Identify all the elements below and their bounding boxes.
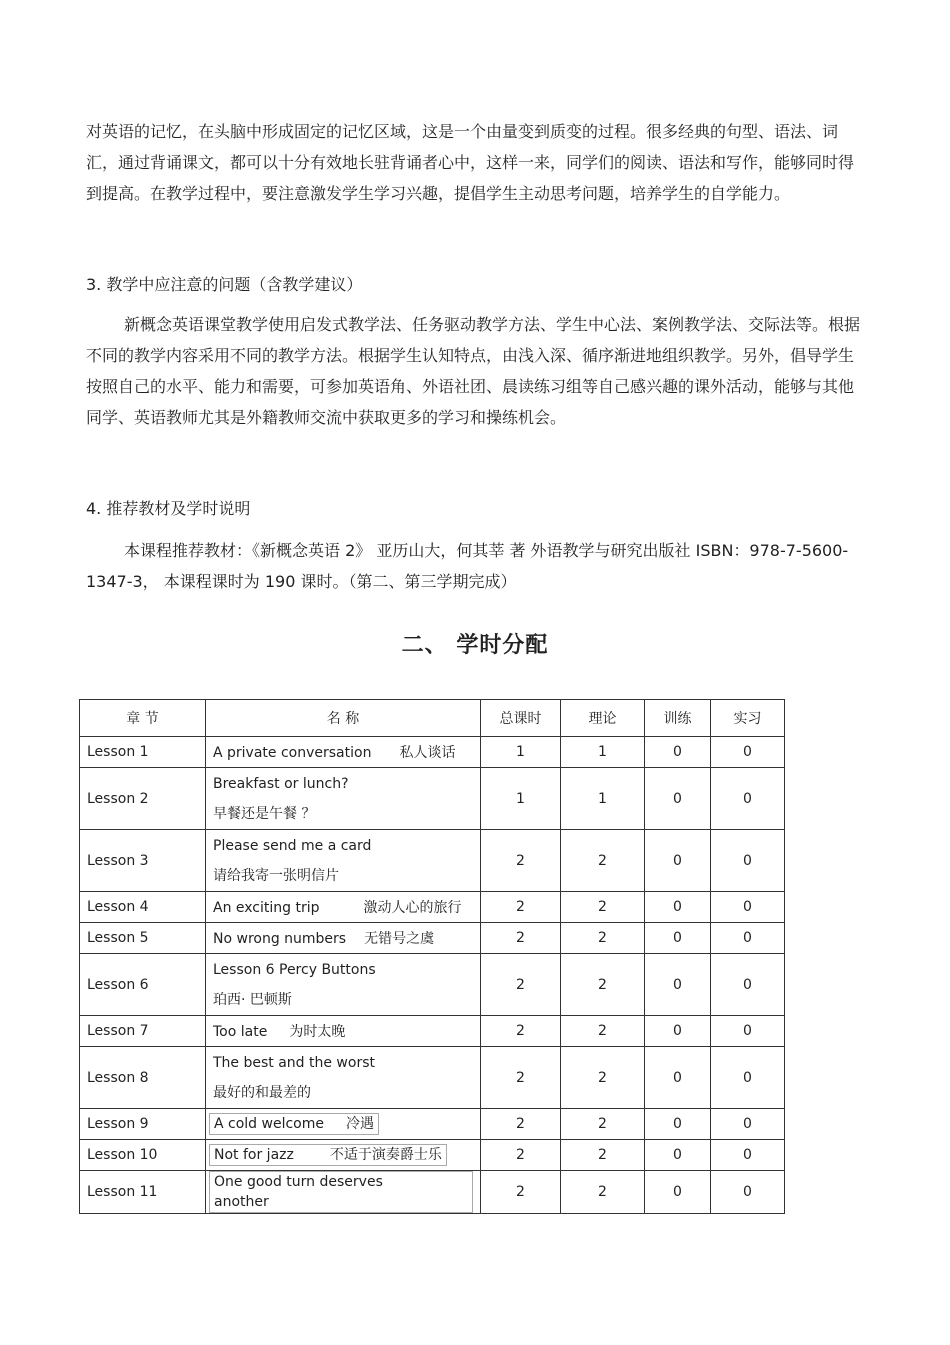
cell-theory: 2 [561, 923, 645, 954]
table-header-row [80, 700, 785, 737]
name-cn: 不适于演奏爵士乐 [329, 1147, 442, 1163]
cell-training: 0 [645, 830, 711, 892]
header-practice: 实习 [711, 700, 785, 737]
cell-name [206, 954, 481, 1016]
cell-total: 2 [481, 954, 561, 1016]
cell-chapter: Lesson 5 [80, 923, 206, 954]
cell-total: 1 [481, 768, 561, 830]
cell-training: 0 [645, 1171, 711, 1214]
cell-chapter: Lesson 6 [80, 954, 206, 1016]
cell-name [206, 1140, 481, 1171]
cell-theory: 2 [561, 954, 645, 1016]
name-en: A cold welcome [214, 1116, 324, 1132]
header-chapter: 章 节 [80, 700, 206, 737]
cell-theory: 2 [561, 1171, 645, 1214]
cell-theory: 2 [561, 1109, 645, 1140]
header-name: 名 称 [206, 700, 481, 737]
header-training: 训练 [645, 700, 711, 737]
cell-training: 0 [645, 1016, 711, 1047]
cell-chapter: Lesson 8 [80, 1047, 206, 1109]
cell-chapter: Lesson 11 [80, 1171, 206, 1214]
table-row [80, 1109, 785, 1140]
cell-total: 2 [481, 923, 561, 954]
cell-practice: 0 [711, 737, 785, 768]
name-en: The best and the worst [213, 1054, 375, 1071]
cell-training: 0 [645, 1109, 711, 1140]
table-row [80, 1047, 785, 1109]
cell-theory: 2 [561, 892, 645, 923]
cell-practice: 0 [711, 923, 785, 954]
cell-name [206, 830, 481, 892]
cell-training: 0 [645, 954, 711, 1016]
cell-name [206, 1016, 481, 1047]
cell-chapter: Lesson 9 [80, 1109, 206, 1140]
cell-theory: 2 [561, 1140, 645, 1171]
cell-training: 0 [645, 768, 711, 830]
name-box [209, 1144, 447, 1166]
paragraph-teaching-methods: 新概念英语课堂教学使用启发式教学法、任务驱动教学方法、学生中心法、案例教学法、交际法等。根据不同的教学内容采用不同的教学方法。根据学生认知特点，由浅入深、循序渐进地组织教学。另外，倡导学生按照自己的水平、能力和需要，可参加英语角、外语社团、晨读练习组等自己感兴趣的课外活动，能够与其他同学、英语教师尤其是外籍教师交流中获取更多的学习和操练机会。 [86, 315, 861, 427]
cell-practice: 0 [711, 1171, 785, 1214]
cell-chapter: Lesson 1 [80, 737, 206, 768]
name-en: Not for jazz [214, 1147, 294, 1163]
cell-practice: 0 [711, 954, 785, 1016]
cell-training: 0 [645, 923, 711, 954]
name-en: Lesson 6 Percy Buttons [213, 961, 376, 978]
heading-teaching-notes: 3. 教学中应注意的问题（含教学建议） [86, 275, 363, 294]
cell-total: 2 [481, 1047, 561, 1109]
paragraph-textbook-info: 本课程推荐教材：《新概念英语 2》 亚历山大，何其莘 著 外语教学与研究出版社 ISBN：978-7-5600-1347-3， 本课程课时为 190 课时。（第二、第三学期完成） [86, 541, 849, 591]
section-title: 二、 学时分配 [401, 633, 549, 658]
name-cn: 冷遇 [345, 1116, 374, 1132]
cell-total: 2 [481, 1016, 561, 1047]
name-box [209, 1171, 473, 1213]
name-en: Breakfast or lunch? [213, 775, 349, 792]
cell-training: 0 [645, 737, 711, 768]
cell-practice: 0 [711, 1140, 785, 1171]
cell-chapter: Lesson 3 [80, 830, 206, 892]
name-cn: 珀西· 巴顿斯 [213, 991, 292, 1008]
cell-chapter: Lesson 4 [80, 892, 206, 923]
cell-name [206, 1171, 481, 1214]
table-row [80, 1016, 785, 1047]
cell-practice: 0 [711, 1109, 785, 1140]
name-cn: 为时太晚 [289, 1024, 346, 1040]
cell-theory: 1 [561, 737, 645, 768]
table-row [80, 737, 785, 768]
paragraph-memory: 对英语的记忆，在头脑中形成固定的记忆区域，这是一个由量变到质变的过程。很多经典的句型、语法、词汇，通过背诵课文，都可以十分有效地长驻背诵者心中，这样一来，同学们的阅读、语法和写作，能够同时得到提高。在教学过程中，要注意激发学生学习兴趣，提倡学生主动思考问题，培养学生的自学能力。 [86, 122, 855, 203]
cell-practice: 0 [711, 830, 785, 892]
cell-name [206, 1109, 481, 1140]
cell-chapter: Lesson 7 [80, 1016, 206, 1047]
table-row [80, 954, 785, 1016]
cell-total: 2 [481, 830, 561, 892]
cell-total: 2 [481, 1140, 561, 1171]
name-cn: 无错号之虞 [364, 931, 435, 947]
cell-theory: 2 [561, 830, 645, 892]
cell-practice: 0 [711, 1016, 785, 1047]
cell-training: 0 [645, 892, 711, 923]
header-theory: 理论 [561, 700, 645, 737]
table-row [80, 1171, 785, 1214]
cell-theory: 2 [561, 1016, 645, 1047]
cell-total: 1 [481, 737, 561, 768]
hours-table [79, 699, 785, 1214]
name-cn: 最好的和最差的 [213, 1084, 311, 1101]
cell-name [206, 1047, 481, 1109]
cell-name [206, 768, 481, 830]
table-row [80, 892, 785, 923]
name-box [209, 1113, 379, 1135]
table-row [80, 923, 785, 954]
table-row [80, 768, 785, 830]
name-cn: 激动人心的旅行 [363, 900, 462, 916]
name-en: Too late [213, 1024, 268, 1040]
cell-practice: 0 [711, 1047, 785, 1109]
header-total: 总课时 [481, 700, 561, 737]
name-cn: 私人谈话 [399, 745, 456, 761]
name-en: A private conversation [213, 745, 372, 761]
cell-total: 2 [481, 1109, 561, 1140]
cell-practice: 0 [711, 768, 785, 830]
cell-name [206, 737, 481, 768]
cell-theory: 2 [561, 1047, 645, 1109]
table-row [80, 830, 785, 892]
cell-practice: 0 [711, 892, 785, 923]
name-en: Please send me a card [213, 837, 372, 854]
heading-textbook: 4. 推荐教材及学时说明 [86, 499, 251, 518]
table-row [80, 1140, 785, 1171]
cell-training: 0 [645, 1047, 711, 1109]
name-cn: 早餐还是午餐 ？ [213, 805, 316, 822]
name-en: One good turn deserves another [214, 1174, 383, 1210]
cell-training: 0 [645, 1140, 711, 1171]
cell-chapter: Lesson 2 [80, 768, 206, 830]
cell-theory: 1 [561, 768, 645, 830]
cell-chapter: Lesson 10 [80, 1140, 206, 1171]
cell-name [206, 892, 481, 923]
cell-total: 2 [481, 892, 561, 923]
name-en: An exciting trip [213, 900, 320, 916]
cell-name [206, 923, 481, 954]
name-cn: 请给我寄一张明信片 [213, 867, 339, 884]
cell-total: 2 [481, 1171, 561, 1214]
name-en: No wrong numbers [213, 931, 347, 947]
